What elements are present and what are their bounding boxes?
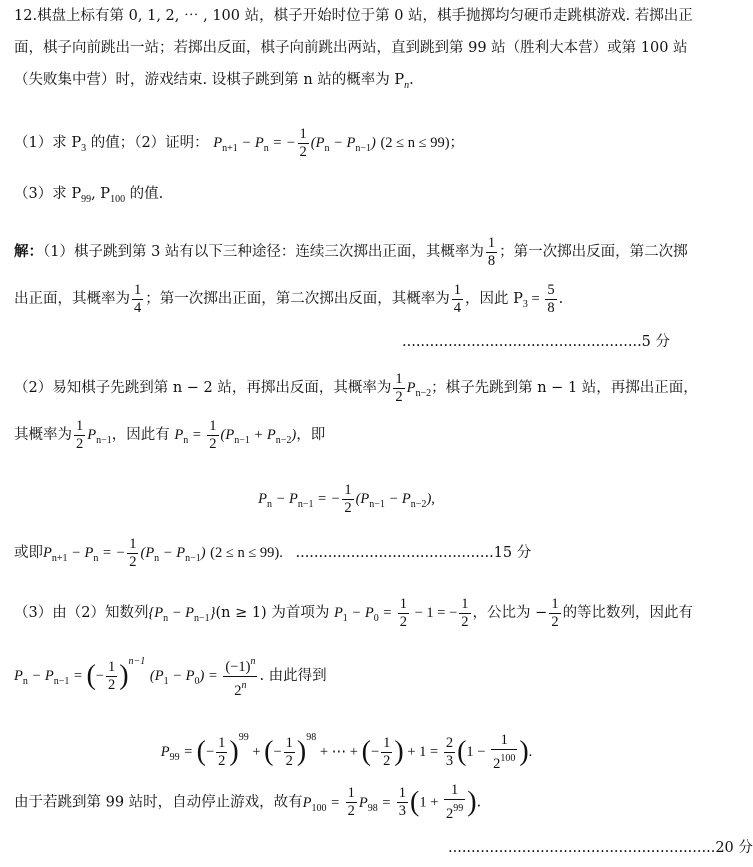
q3-text: 的值.: [125, 186, 164, 202]
fraction-1-4-a: $\frac{1}{4}$: [134, 281, 142, 316]
s2-text-2a: 其概率为: [14, 427, 72, 443]
problem-line-3: [14, 70, 687, 96]
score-20: ..........................................................20 分: [448, 840, 753, 856]
s1-text-2b: ；第一次掷出正面，第二次掷出反面，其概率为: [145, 291, 450, 307]
s3-text-1c: ，公比为 −: [472, 605, 548, 621]
q1-sub: 3: [81, 143, 87, 154]
q2-condition: (2 ≤ n ≤ 99)；: [380, 135, 465, 151]
fraction-1-8: $\frac{1}{8}$: [487, 234, 496, 269]
s1-text-2a: 出正面，其概率为: [14, 291, 130, 307]
s3-display-equation: $P_{99}$ = (− $\frac{1}{2}$ )$^{99}$ + (− $\frac{1}{2}$ )$^{98}$ + ⋯ + (− $\frac{1}{2}$ ) + 1 = $\frac{2}{3}$ (1 − $\frac{1}{2^{100}}$ ).: [160, 731, 533, 772]
q3-label: （3）求 P: [14, 186, 82, 202]
fraction-neg1-pow-n: $\frac{(-1)^n}{2^n}$: [223, 653, 257, 700]
solution-1-line-2: 出正面，其概率为 $\frac{1}{4}$ ；第一次掷出正面，第二次掷出反面，其概率为 $\frac{1}{4}$ ，因此 $P_3$ = $\frac{5}{8}$ .: [14, 281, 564, 316]
problem-line-2: [14, 38, 687, 58]
solution-2-line-4: 或即$P_{n+1} - P_n$ = − $\frac{1}{2}$ $(P_n - P_{n-1}) (2 \le n \le 99)$. ...........................................15 分: [14, 535, 532, 570]
solution-2-line-2: 其概率为 $\frac{1}{2}$ $P_{n-1}$，因此有 $P_n$ = $\frac{1}{2}$ $(P_{n-1} + P_{n-2})$，即: [14, 417, 326, 452]
s2-display-equation: $P_n - P_{n-1}$ = − $\frac{1}{2}$ $(P_{n-1} - P_{n-2})$,: [258, 481, 435, 516]
s2-text-2c: ，即: [296, 427, 326, 443]
problem-number: 12.: [14, 8, 38, 24]
s3-final-end: .: [476, 794, 482, 811]
fraction-half-i: $\frac{1}{2}$: [107, 658, 116, 693]
solution-3-line-2: $P_n - P_{n-1}$ = (− $\frac{1}{2}$ )$^{n-1}$ $(P_1 - P_0)$ = $\frac{(-1)^n}{2^n}$ . 由此得到: [14, 642, 687, 682]
question-1-2: [14, 126, 687, 160]
s2-text-1a: （2）易知棋子先跳到第 n − 2 站，再掷出反面，其概率为: [14, 380, 392, 396]
fraction-half-b: $\frac{1}{2}$: [76, 417, 84, 452]
s2-text-4a: 或即: [14, 545, 43, 561]
score-5: ....................................................5 分: [402, 334, 671, 350]
q1-text: 的值；（2）证明：: [86, 135, 209, 151]
problem-line-1: [14, 6, 693, 26]
solution-3-final: 由于若跳到第 99 站时，自动停止游戏，故有$P_{100}$ = $\frac{1}{2}$ $P_{98}$ = $\frac{1}{3}$ (1 + $\frac{1}{2^{99}}$ ).: [14, 782, 482, 822]
q3-sub-99: 99: [81, 194, 92, 205]
s1-text-2d: .: [558, 291, 564, 307]
q1-label: （1）求 P: [14, 135, 82, 151]
fraction-half-h: $\frac{1}{2}$: [551, 595, 559, 630]
s1-text-1a: （1）棋子跳到第 3 站有以下三种途径：连续三次掷出正面，其概率为: [43, 244, 484, 260]
q2-formula: $P_{n+1} - P_n$ = − $\frac{1}{2}$ $(P_n - P_{n-1})$: [213, 126, 376, 161]
s3-text-1a: （3）由（2）知数列: [14, 605, 149, 621]
s3-text-1d: 的等比数列，因此有: [562, 605, 694, 621]
q3-sub-100: 100: [110, 194, 126, 205]
score-15: ...........................................15 分: [295, 545, 532, 561]
fraction-half-g: $\frac{1}{2}$: [461, 595, 469, 630]
s2-text-1b: ；棋子先跳到第 n − 1 站，再掷出正面，: [431, 380, 698, 396]
q3-mid: , P: [91, 186, 111, 202]
problem-text-2: 面，棋子向前跳出一站；若掷出反面，棋子向前跳出两站，直到跳到第 99 站（胜利大本营）或第 100 站: [14, 40, 688, 56]
s2-text-2b: ，因此有: [111, 427, 170, 443]
s3-final-text: 由于若跳到第 99 站时，自动停止游戏，故有: [14, 794, 303, 811]
fraction-half-c: $\frac{1}{2}$: [209, 417, 217, 452]
s1-text-2c: ，因此 P: [465, 291, 523, 307]
fraction-half-d: $\frac{1}{2}$: [344, 481, 352, 516]
s2-text-4b: (2 ≤ n ≤ 99).: [210, 545, 283, 561]
fraction-half-f: $\frac{1}{2}$: [399, 595, 407, 630]
problem-line3-end: .: [409, 72, 414, 88]
fraction-1-4-b: $\frac{1}{4}$: [453, 281, 461, 316]
solution-heading: 解：: [14, 243, 43, 260]
fraction-half-e: $\frac{1}{2}$: [129, 535, 137, 570]
s3-text-1b: (n ≥ 1) 为首项为: [215, 605, 330, 621]
problem-text-1: 棋盘上标有第 0, 1, 2, ⋯ , 100 站，棋子开始时位于第 0 站，棋手抛掷均匀硬币走跳棋游戏. 若掷出正: [37, 8, 693, 24]
problem-sub-n: n: [404, 80, 410, 91]
fraction-5-8: $\frac{5}{8}$: [547, 281, 555, 316]
solution-1-line-1: [14, 234, 687, 270]
problem-text-3: （失败集中营）时，游戏结束. 设棋子跳到第 n 站的概率为 P: [14, 72, 405, 88]
question-3: [14, 184, 687, 210]
fraction-half-a: $\frac{1}{2}$: [395, 370, 403, 405]
s1-text-1b: ；第一次掷出反面，第二次掷: [499, 244, 688, 260]
solution-3-line-1: （3）由（2）知数列$\{P_n - P_{n-1}\}(n \ge 1)$ 为首项为 $P_1 - P_0$ = $\frac{1}{2}$ − 1 = − $\frac{1}{2}$ ，公比为 − $\frac{1}{2}$ 的等比数列，因此有: [14, 595, 694, 630]
solution-2-line-1: （2）易知棋子先跳到第 n − 2 站，再掷出反面，其概率为 $\frac{1}{2}$ $P_{n-2}$；棋子先跳到第 n − 1 站，再掷出正面，: [14, 370, 698, 405]
s3-text-2end: . 由此得到: [259, 668, 327, 684]
